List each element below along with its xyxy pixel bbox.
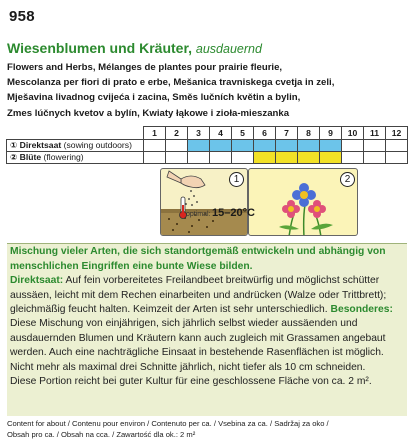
month-cell: 11: [364, 127, 386, 140]
content-footer: [7, 418, 407, 440]
description-sowing: [10, 274, 404, 375]
calendar-row-note: (sowing outdoors): [63, 140, 132, 150]
month-cell: 12: [386, 127, 408, 140]
calendar-cell: [276, 152, 298, 164]
article-number: 958: [9, 8, 35, 25]
sowing-text: Auf fein vorbereitetes Freilandbeet breitwürfig und möglichst schütter aussäen, leicht mit dem Rechen einarbeiten und andrücken (Walze oder Trittbrett); gleichmäßig feucht halten. Keimzeit der Arten ist sehr unterschiedlich.: [10, 275, 387, 315]
calendar-cell: [320, 140, 342, 152]
step-badge: 2: [340, 172, 355, 187]
name-line: Flowers and Herbs, Mélanges de plantes pour prairie fleurie,: [7, 62, 283, 73]
calendar-cell: [188, 140, 210, 152]
name-line: Mescolanza per fiori di prato e erbe, Mešanica travniskega cvetja in zeli,: [7, 77, 335, 89]
description-box: [7, 243, 407, 416]
portion-text: Diese Portion reicht bei guter Kultur für eine geschlossene Fläche von ca. 2 m².: [10, 376, 372, 388]
sowing-calendar: [6, 126, 408, 164]
month-cell: 2: [166, 127, 188, 140]
thermometer-icon: [178, 196, 188, 220]
calendar-cell: [276, 140, 298, 152]
name-line: Zmes lúčnych kvetov a bylín, Kwiaty łąkowe i zioła-mieszanka: [7, 107, 290, 119]
month-cell: 6: [254, 127, 276, 140]
calendar-corner: [7, 127, 144, 140]
step-badge: 1: [229, 172, 244, 187]
footer-line: Content for about / Contenu pour environ / Contenuto per ca. / Vsebina za ca. / Sadržaj za oko /: [7, 419, 329, 428]
month-cell: 7: [276, 127, 298, 140]
temperature-prefix: optimal:: [186, 211, 211, 218]
calendar-cell: [364, 140, 386, 152]
product-title-sub: ausdauernd: [195, 42, 262, 56]
calendar-cell: [386, 152, 408, 164]
temperature-value: 15–20°C: [212, 207, 255, 219]
special-label: Besonderes:: [330, 304, 393, 315]
calendar-cell: [320, 152, 342, 164]
sowing-illustration: [160, 168, 248, 236]
month-cell: 4: [210, 127, 232, 140]
calendar-row-title: ② Blüte: [10, 152, 42, 162]
month-cell: 3: [188, 127, 210, 140]
calendar-row-title: ① Direktsaat: [10, 140, 62, 150]
calendar-row-sowing: [7, 140, 408, 152]
calendar-cell: [210, 140, 232, 152]
calendar-cell: [298, 152, 320, 164]
calendar-cell: [254, 140, 276, 152]
product-title: [7, 40, 262, 56]
month-cell: 8: [298, 127, 320, 140]
calendar-row-label: [7, 140, 144, 152]
month-cell: 9: [320, 127, 342, 140]
calendar-cell: [144, 152, 166, 164]
calendar-cell: [342, 140, 364, 152]
calendar-cell: [364, 152, 386, 164]
calendar-cell: [298, 140, 320, 152]
description-lead: Mischung vieler Arten, die sich standortgemäß entwickeln und abhängig von menschlichen Eingriffen eine bunte Wiese bilden.: [10, 246, 386, 272]
special-text: Diese Mischung von einjährigen, sich jährlich selbst wieder aussäenden und ausdauernden Blumen und Kräutern kann auch zugleich mit Grassamen angebaut werden. Auch eine nachträgliche Einsaat in bestehende Rasenflächen ist möglich. Nicht mehr als maximal drei Schnitte jährlich, nicht tiefer als 10 cm schneiden.: [10, 318, 386, 373]
calendar-row-flowering: [7, 152, 408, 164]
name-line: Mješavina livadnog cvijeća i zacina, Směs lučních květin a bylin,: [7, 92, 301, 104]
calendar-cell: [232, 152, 254, 164]
product-title-main: Wiesenblumen und Kräuter,: [7, 40, 193, 56]
flowering-illustration: [248, 168, 358, 236]
calendar-cell: [166, 152, 188, 164]
calendar-cell: [386, 140, 408, 152]
month-cell: 5: [232, 127, 254, 140]
calendar-cell: [188, 152, 210, 164]
month-cell: 10: [342, 127, 364, 140]
calendar-cell: [232, 140, 254, 152]
calendar-cell: [342, 152, 364, 164]
calendar-cell: [254, 152, 276, 164]
month-cell: 1: [144, 127, 166, 140]
translated-names: [7, 60, 407, 121]
calendar-row-note: (flowering): [43, 152, 84, 162]
calendar-cell: [144, 140, 166, 152]
calendar-row-label: [7, 152, 144, 164]
calendar-cell: [166, 140, 188, 152]
sowing-label: Direktsaat:: [10, 275, 64, 287]
footer-line: Obsah pro ca. / Obsah na cca. / Zawartość dla ok.: 2 m²: [7, 430, 196, 439]
calendar-header-row: [7, 127, 408, 140]
calendar-cell: [210, 152, 232, 164]
